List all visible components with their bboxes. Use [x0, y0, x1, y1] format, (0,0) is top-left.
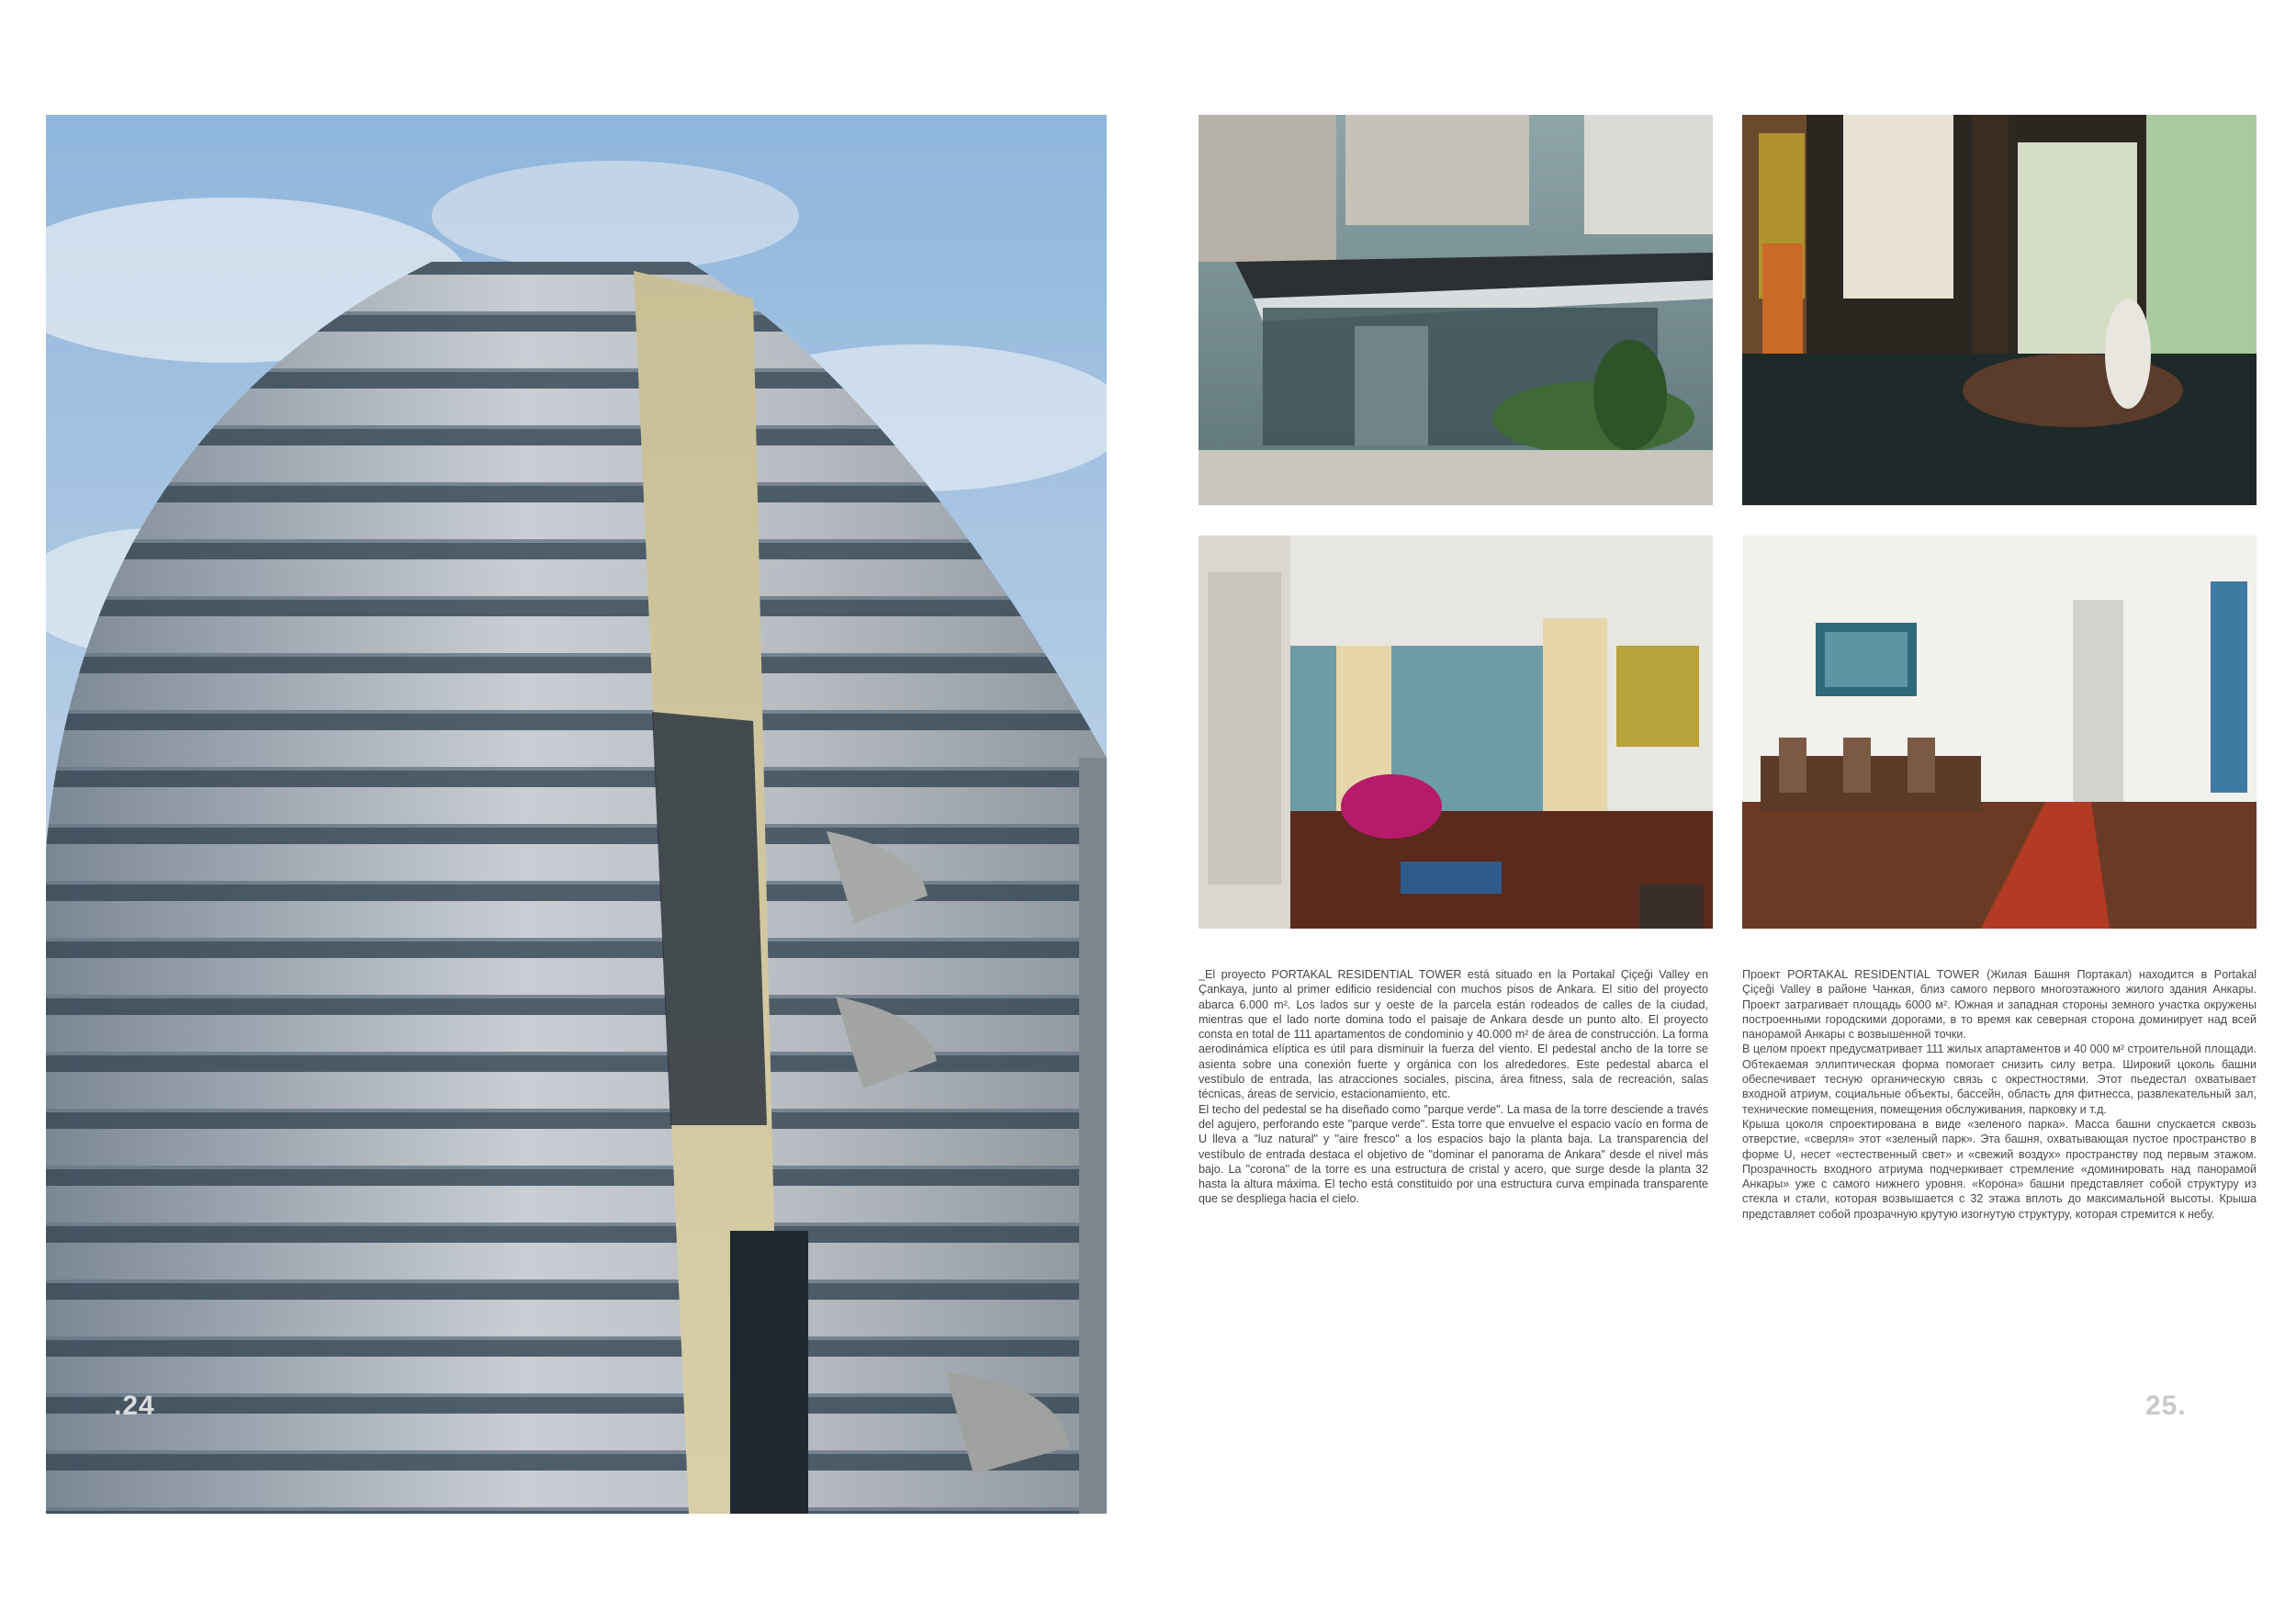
- russian-paragraph-3: Крыша цоколя спроектирована в виде «зеленого парка». Масса башни спускается сквозь отверстие, «сверля» этот «зеленый парк». Эта башня, охватывающая пустое пространство в форме U, несет «естественный свет» и «свежий воздух» пространству под первым этажом. Прозрачность входного атриума подчеркивает стремление «доминировать над панорамой Анкары» уже с самого нижнего уровня. «Корона» башни представляет собой структуру из стекла и стали, которая возвышается с 32 этажа вплоть до максимальной высоты. Крыша представляет собой прозрачную крутую изогнутую структуру, которая стремится к небу.: [1742, 1117, 2257, 1221]
- entrance-canopy-photo: [1199, 115, 1713, 505]
- page-number-right: 25.: [2145, 1391, 2187, 1421]
- russian-paragraph-1: Проект PORTAKAL RESIDENTIAL TOWER (Жилая Башня Портакал) находится в Portakal Çiçeği Valley в районе Чанкая, близ самого первого многоэтажного жилого здания Анкары. Проект затрагивает площадь 6000 м². Южная и западная стороны земного участка окружены построенными городскими дорогами, в то время как северная сторона доминирует над всей панорамой Анкары с возвышенной точки.: [1742, 968, 2257, 1042]
- page-number-left: .24: [114, 1391, 155, 1421]
- russian-paragraph-2: В целом проект предусматривает 111 жилых апартаментов и 40 000 м² строительной площади. Обтекаемая эллиптическая форма помогает снизить силу ветра. Широкий цоколь башни обеспечивает тесную органическую связь с окрестностями. Этот пьедестал охватывает входной атриум, социальные объекты, бассейн, область для фитнесса, развлекательный зал, технические помещения, помещения обслуживания, парковку и т.д.: [1742, 1043, 2257, 1116]
- russian-text-column: [1742, 967, 2257, 1222]
- spanish-paragraph-1: _El proyecto PORTAKAL RESIDENTIAL TOWER está situado en la Portakal Çiçeği Valley en Çankaya, junto al primer edificio residencial con muchos pisos de Ankara. El sitio del proyecto abarca 6.000 m². Los lados sur y oeste de la parcela están rodeados de calles de la ciudad, mientras que el lado norte domina todo el paisaje de Ankara desde un punto alto. El proyecto consta en total de 111 apartamentos de condominio y 40.000 m² de área de construcción. La forma aerodinámica elíptica es útil para disminuir la fuerza del viento. El pedestal ancho de la torre se asienta sobre una conexión fuerte y orgánica con los alrededores. Este pedestal abarca el vestíbulo de entrada, las atracciones sociales, piscina, área fitness, sala de recreación, salas técnicas, áreas de servicio, estacionamiento, etc.: [1199, 968, 1708, 1101]
- spanish-paragraph-2: El techo del pedestal se ha diseñado como "parque verde". La masa de la torre desciende a través del agujero, perforando este "parque verde". Esta torre que envuelve el espacio vacío en forma de U lleva a "luz natural" y "aire fresco" a los espacios bajo la planta baja. La transparencia del vestíbulo de entrada destaca el objetivo de "dominar el panorama de Ankara" desde el nivel más bajo. La "corona" de la torre es una estructura de cristal y acero, que surge desde la planta 32 hasta la altura máxima. El techo está constituido por una estructura curva empinada transparente que se despliega hacia el cielo.: [1199, 1102, 1708, 1206]
- spanish-text-column: [1199, 967, 1708, 1207]
- living-room-photo: [1199, 535, 1713, 929]
- dining-room-photo: [1742, 535, 2257, 929]
- tower-exterior-photo: [46, 115, 1107, 1514]
- lobby-hall-photo: [1742, 115, 2257, 505]
